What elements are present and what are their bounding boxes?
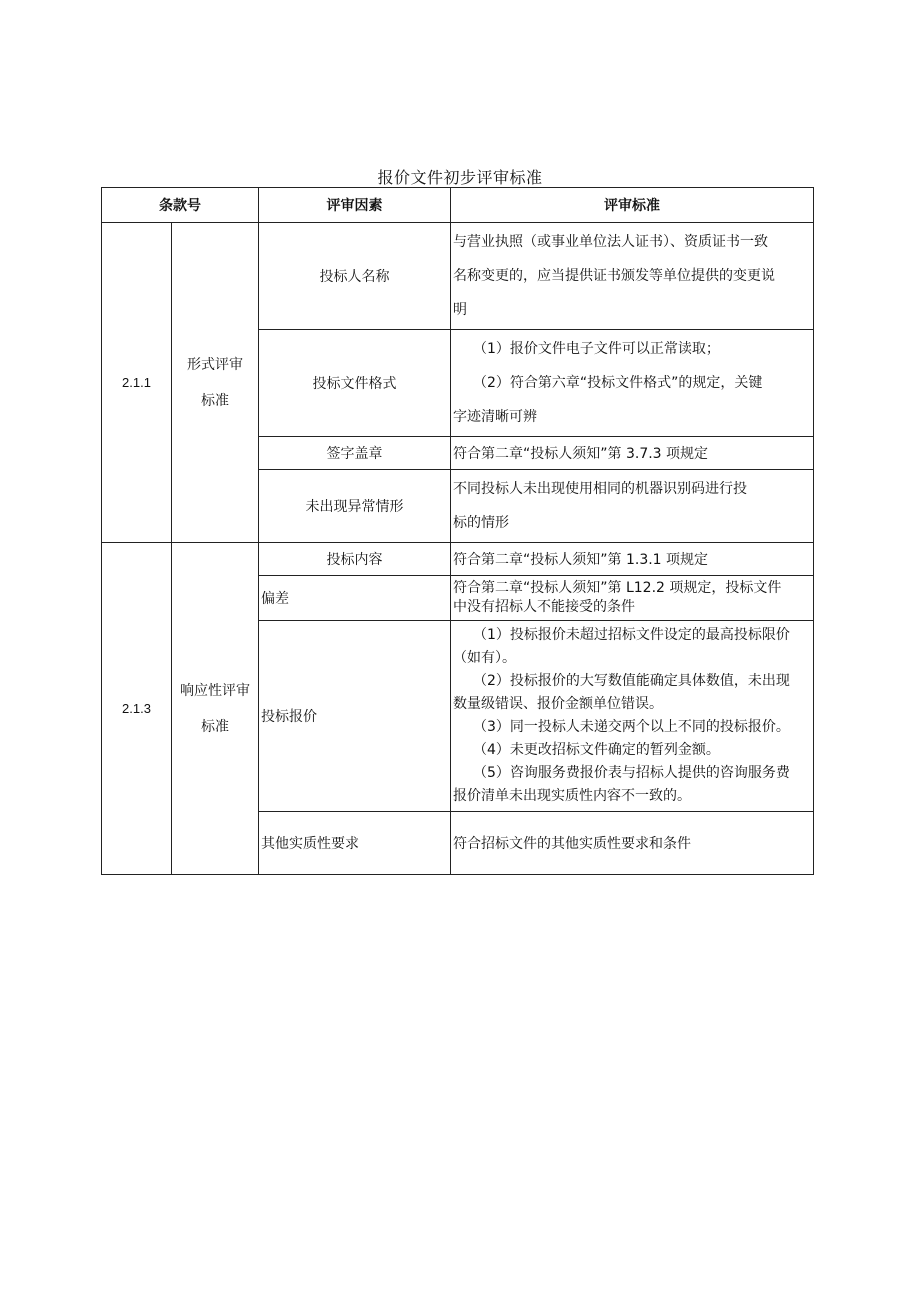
standard-line: （2）符合第六章“投标文件格式”的规定，关键: [473, 375, 763, 391]
standard-line: 符合第二章“投标人须知”第 L12.2 项规定，投标文件: [453, 580, 782, 596]
standard-line: 字迹清晰可辨: [453, 409, 537, 425]
factor-cell: 投标人名称: [259, 223, 451, 330]
standard-line: 报价清单未出现实质性内容不一致的。: [453, 788, 691, 804]
factor-cell: 其他实质性要求: [259, 812, 451, 875]
standard-line: （3）同一投标人未递交两个以上不同的投标报价。: [473, 719, 790, 735]
standard-line: 中没有招标人不能接受的条件: [453, 599, 635, 615]
standard-cell: [451, 812, 814, 875]
category-label: 标准: [201, 392, 229, 409]
header-factor: 评审因素: [259, 188, 451, 223]
table-row: [102, 543, 814, 576]
standard-line: 符合招标文件的其他实质性要求和条件: [453, 836, 691, 852]
header-clause: 条款号: [102, 188, 259, 223]
standard-cell: [451, 543, 814, 576]
standard-line: 不同投标人未出现使用相同的机器识别码进行投: [453, 481, 747, 497]
category-label: 形式评审: [187, 356, 243, 373]
factor-cell: 投标报价: [259, 621, 451, 812]
standard-line: 符合第二章“投标人须知”第 3.7.3 项规定: [453, 446, 709, 462]
category-cell: [172, 543, 259, 875]
clause-number: 2.1.1: [102, 223, 172, 543]
standard-cell: [451, 576, 814, 621]
standard-cell: [451, 330, 814, 437]
standard-line: （5）咨询服务费报价表与招标人提供的咨询服务费: [473, 765, 790, 781]
standard-line: 与营业执照（或事业单位法人证书）、资质证书一致: [453, 234, 768, 250]
standard-line: 名称变更的，应当提供证书颁发等单位提供的变更说: [453, 268, 775, 284]
factor-cell: 投标内容: [259, 543, 451, 576]
category-label: 标准: [201, 718, 229, 735]
standard-cell: [451, 437, 814, 470]
standard-line: （1）报价文件电子文件可以正常读取；: [473, 341, 720, 357]
evaluation-criteria-table: [101, 187, 814, 875]
factor-cell: 签字盖章: [259, 437, 451, 470]
standard-line: 数量级错误、报价金额单位错误。: [453, 696, 663, 712]
standard-cell: [451, 470, 814, 543]
table-row: [102, 223, 814, 330]
standard-line: 明: [453, 302, 467, 318]
header-standard: 评审标准: [451, 188, 814, 223]
document-title: 报价文件初步评审标准: [377, 168, 543, 187]
factor-cell: 投标文件格式: [259, 330, 451, 437]
standard-cell: [451, 223, 814, 330]
standard-line: （2）投标报价的大写数值能确定具体数值，未出现: [473, 673, 790, 689]
standard-cell: [451, 621, 814, 812]
standard-line: （4）未更改招标文件确定的暂列金额。: [473, 742, 720, 758]
standard-line: 符合第二章“投标人须知”第 1.3.1 项规定: [453, 552, 709, 568]
category-label: 响应性评审: [180, 682, 250, 699]
factor-cell: 偏差: [259, 576, 451, 621]
standard-line: 标的情形: [453, 515, 509, 531]
standard-line: （如有）。: [453, 650, 516, 666]
header-row: [102, 188, 814, 223]
category-cell: [172, 223, 259, 543]
clause-number: 2.1.3: [102, 543, 172, 875]
factor-cell: 未出现异常情形: [259, 470, 451, 543]
standard-line: （1）投标报价未超过招标文件设定的最高投标限价: [473, 627, 790, 643]
